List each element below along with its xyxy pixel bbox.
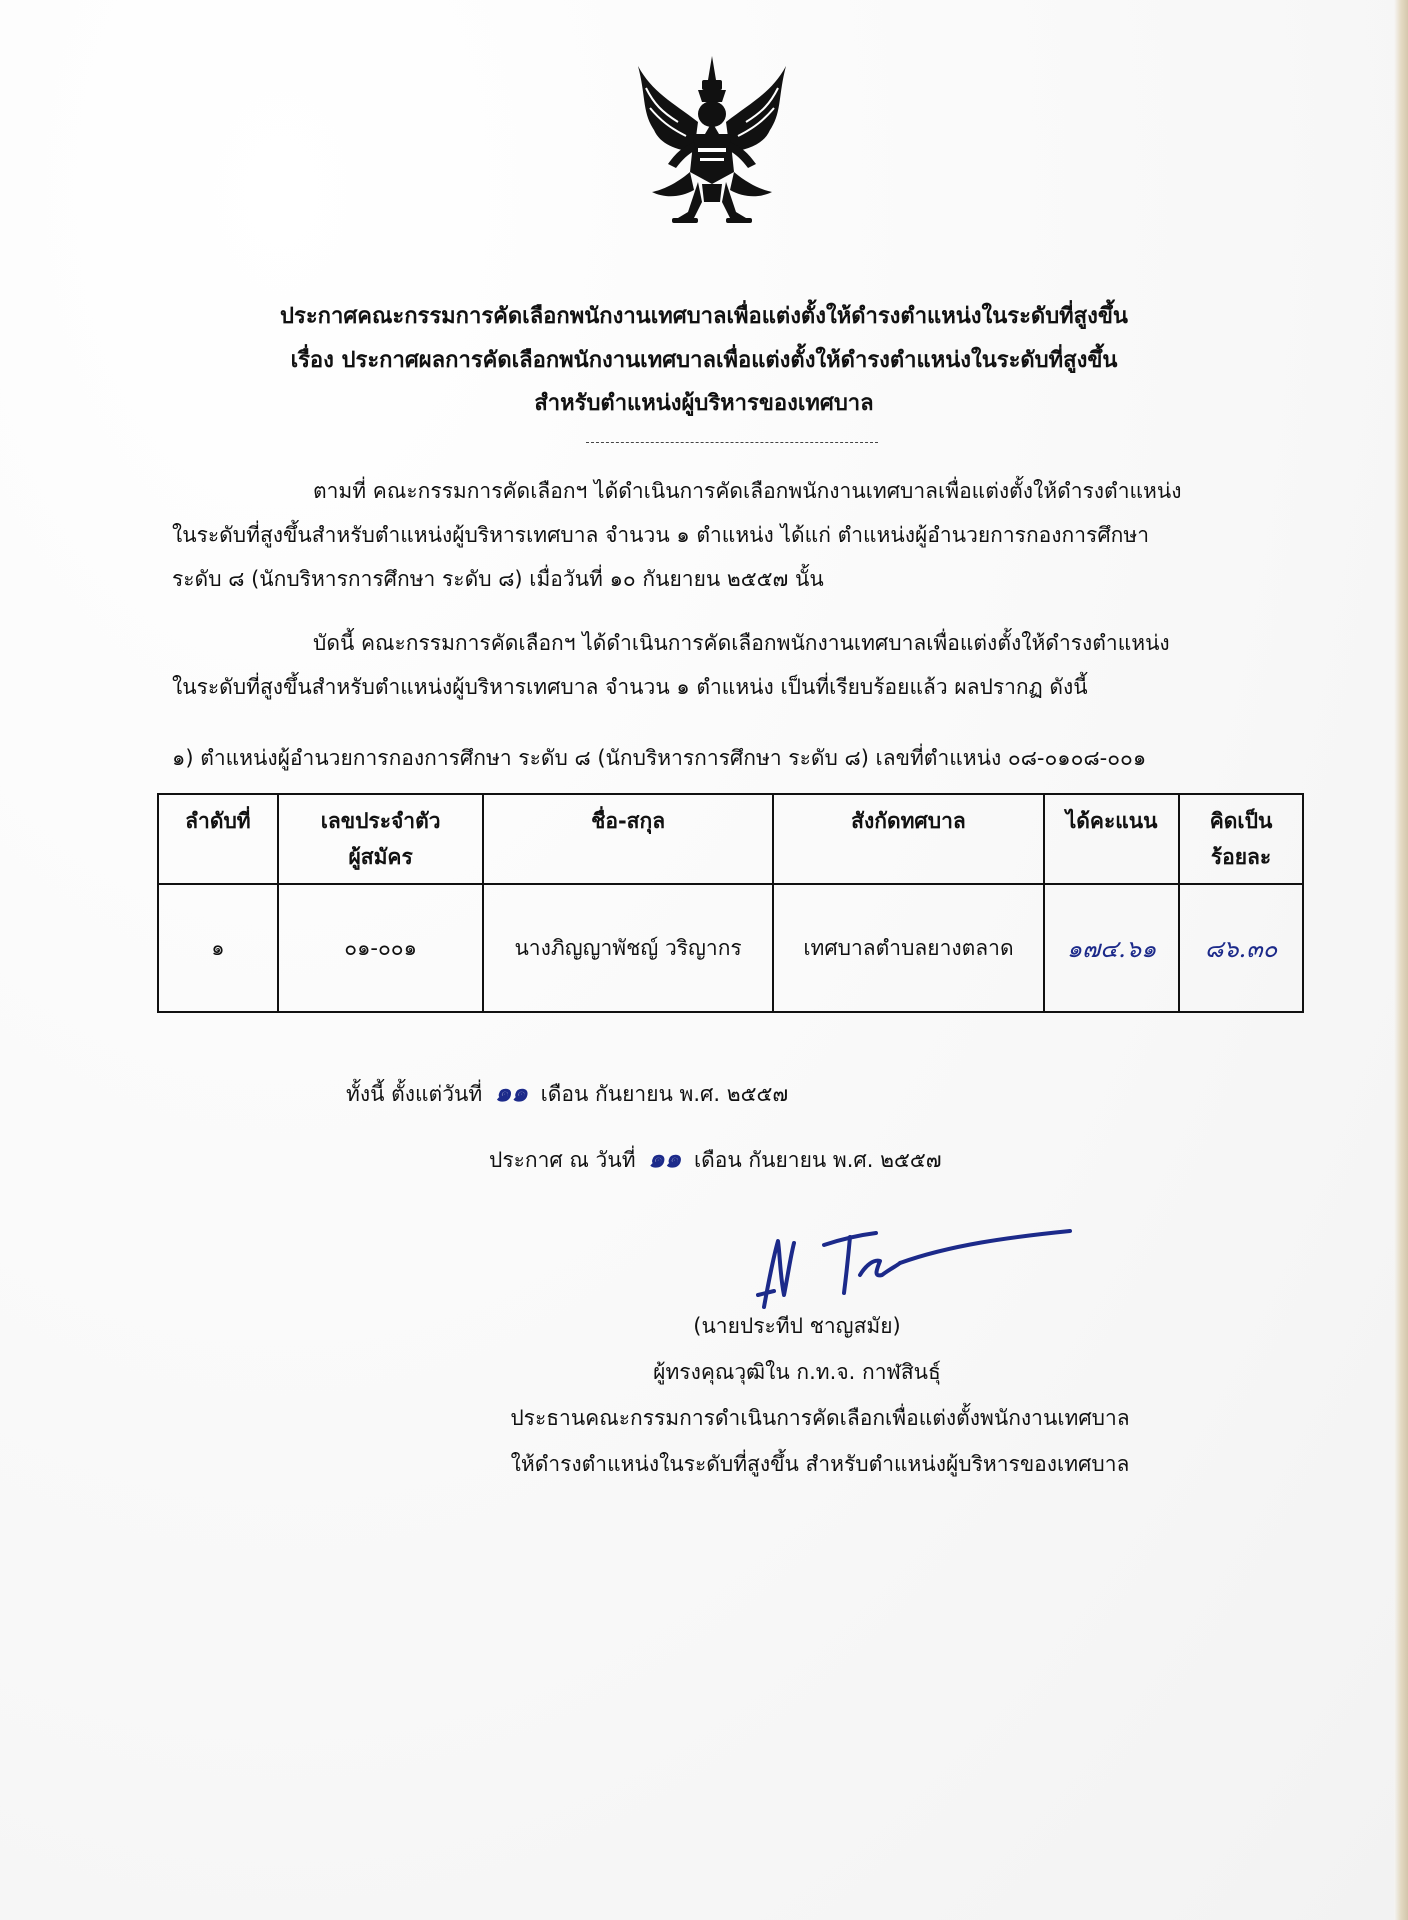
cell-name: นางภิญญาพัชญ์ วริญากร xyxy=(483,884,772,1012)
heading-divider xyxy=(586,442,878,443)
header-percent xyxy=(1179,794,1303,884)
table-header-row xyxy=(158,794,1303,884)
announced-day: ๑๑ xyxy=(648,1144,682,1174)
cell-order: ๑ xyxy=(158,884,278,1012)
signer-title-1: ผู้ทรงคุณวุฒิใน ก.ท.จ. กาฬสินธุ์ xyxy=(653,1360,941,1384)
header-applicant-no-line-1: เลขประจำตัว xyxy=(320,809,441,833)
garuda-emblem-icon xyxy=(632,52,792,232)
heading-line-1: ประกาศคณะกรรมการคัดเลือกพนักงานเทศบาลเพื่อแต่งตั้งให้ดำรงตำแหน่งในระดับที่สูงขึ้น xyxy=(280,304,1128,329)
effective-suffix: เดือน กันยายน พ.ศ. ๒๕๕๗ xyxy=(540,1082,789,1106)
cell-percent: ๘๖.๓๐ xyxy=(1179,884,1303,1012)
signature-icon xyxy=(750,1215,1080,1315)
effective-day: ๑๑ xyxy=(494,1078,528,1108)
cell-applicant-no: ๐๑-๐๐๑ xyxy=(278,884,484,1012)
effective-prefix: ทั้งนี้ ตั้งแต่วันที่ xyxy=(346,1082,483,1106)
position-line: ๑) ตำแหน่งผู้อำนวยการกองการศึกษา ระดับ ๘ (นักบริหารการศึกษา ระดับ ๘) เลขที่ตำแหน่ง ๐๘-๐๑๐๘-๐๐๑ xyxy=(172,746,1147,770)
results-table xyxy=(157,793,1304,1013)
cell-affiliation: เทศบาลตำบลยางตลาด xyxy=(773,884,1044,1012)
paragraph-2-line-2: ในระดับที่สูงขึ้นสำหรับตำแหน่งผู้บริหารเทศบาล จำนวน ๑ ตำแหน่ง เป็นที่เรียบร้อยแล้ว ผลปรากฏ ดังนี้ xyxy=(172,675,1088,699)
signer-title-2: ประธานคณะกรรมการดำเนินการคัดเลือกเพื่อแต่งตั้งพนักงานเทศบาล xyxy=(510,1406,1130,1430)
announced-date-line xyxy=(489,1138,942,1179)
paragraph-1-line-3: ระดับ ๘ (นักบริหารการศึกษา ระดับ ๘) เมื่อวันที่ ๑๐ กันยายน ๒๕๕๗ นั้น xyxy=(172,567,824,591)
header-name: ชื่อ-สกุล xyxy=(483,794,772,884)
paragraph-1-line-2: ในระดับที่สูงขึ้นสำหรับตำแหน่งผู้บริหารเทศบาล จำนวน ๑ ตำแหน่ง ได้แก่ ตำแหน่งผู้อำนวยการกองการศึกษา xyxy=(172,523,1149,547)
header-affiliation: สังกัดทศบาล xyxy=(773,794,1044,884)
header-order: ลำดับที่ xyxy=(158,794,278,884)
cell-score: ๑๗๔.๖๑ xyxy=(1044,884,1179,1012)
header-score: ได้คะแนน xyxy=(1044,794,1179,884)
heading-line-3: สำหรับตำแหน่งผู้บริหารของเทศบาล xyxy=(534,391,874,416)
signer-name: (นายประทีป ชาญสมัย) xyxy=(693,1314,901,1338)
header-applicant-no-line-2: ผู้สมัคร xyxy=(348,845,413,869)
announced-prefix: ประกาศ ณ วันที่ xyxy=(489,1148,636,1172)
header-percent-line-2: ร้อยละ xyxy=(1210,845,1272,869)
effective-date-line xyxy=(346,1072,788,1113)
table-row xyxy=(158,884,1303,1012)
announced-suffix: เดือน กันยายน พ.ศ. ๒๕๕๗ xyxy=(693,1148,942,1172)
signer-title-3: ให้ดำรงตำแหน่งในระดับที่สูงขึ้น สำหรับตำแหน่งผู้บริหารของเทศบาล xyxy=(510,1452,1130,1476)
header-applicant-no xyxy=(278,794,484,884)
paper-edge xyxy=(1394,0,1408,1920)
paragraph-1-line-1: ตามที่ คณะกรรมการคัดเลือกฯ ได้ดำเนินการคัดเลือกพนักงานเทศบาลเพื่อแต่งตั้งให้ดำรงตำแหน่ง xyxy=(313,479,1182,503)
heading-line-2: เรื่อง ประกาศผลการคัดเลือกพนักงานเทศบาลเพื่อแต่งตั้งให้ดำรงตำแหน่งในระดับที่สูงขึ้น xyxy=(290,348,1118,373)
paragraph-2-line-1: บัดนี้ คณะกรรมการคัดเลือกฯ ได้ดำเนินการคัดเลือกพนักงานเทศบาลเพื่อแต่งตั้งให้ดำรงตำแหน่ง xyxy=(313,631,1170,655)
header-percent-line-1: คิดเป็น xyxy=(1209,809,1273,833)
